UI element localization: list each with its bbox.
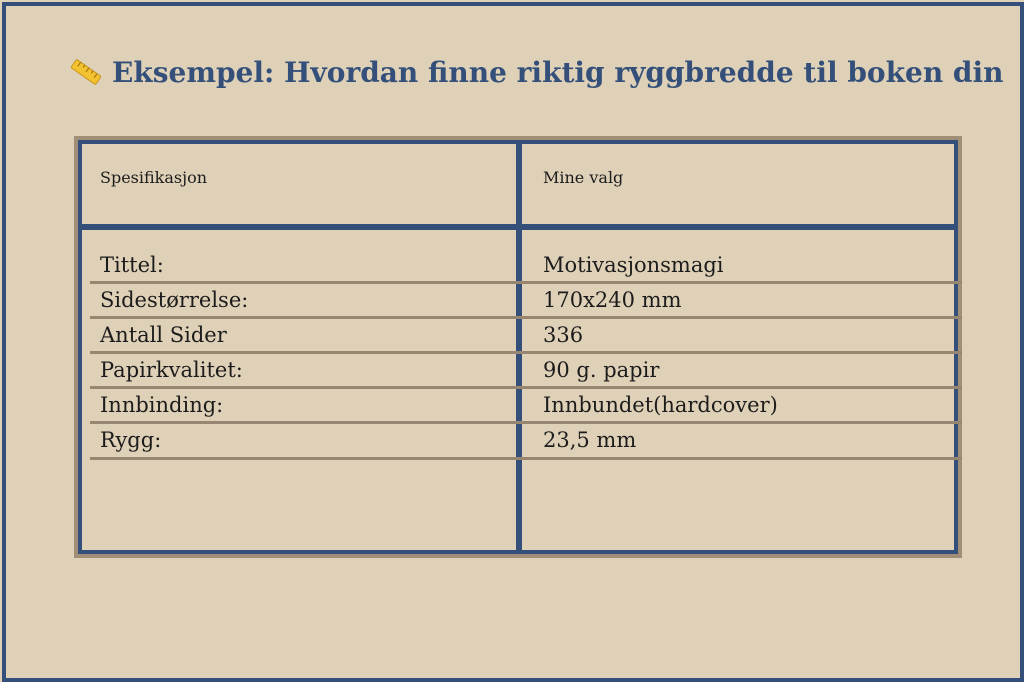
row-label-page-count: Antall Sider — [100, 323, 227, 347]
row-value-binding: Innbundet(hardcover) — [543, 393, 778, 417]
row-label-page-size: Sidestørrelse: — [100, 288, 249, 312]
row-separator — [90, 351, 962, 354]
page-frame — [2, 2, 1024, 682]
row-label-paper-quality: Papirkvalitet: — [100, 358, 243, 382]
column-divider — [516, 144, 522, 550]
row-value-page-size: 170x240 mm — [543, 288, 682, 312]
row-value-title: Motivasjonsmagi — [543, 253, 724, 277]
page-title-text: Eksempel: Hvordan finne riktig ryggbredde til boken din — [112, 55, 1004, 89]
spec-table — [74, 136, 962, 558]
row-label-binding: Innbinding: — [100, 393, 224, 417]
row-separator — [90, 316, 962, 319]
header-my-choices: Mine valg — [543, 168, 624, 187]
spec-table-inner — [78, 140, 958, 554]
row-separator — [90, 457, 962, 460]
row-value-page-count: 336 — [543, 323, 584, 347]
row-value-spine: 23,5 mm — [543, 428, 637, 452]
row-separator — [90, 421, 962, 424]
page-title — [70, 50, 1004, 94]
row-label-spine: Rygg: — [100, 428, 162, 452]
header-divider — [82, 224, 954, 230]
row-separator — [90, 386, 962, 389]
header-specification: Spesifikasjon — [100, 168, 208, 187]
ruler-icon — [70, 56, 102, 88]
row-label-title: Tittel: — [100, 253, 164, 277]
row-separator — [90, 281, 962, 284]
row-value-paper-quality: 90 g. papir — [543, 358, 660, 382]
